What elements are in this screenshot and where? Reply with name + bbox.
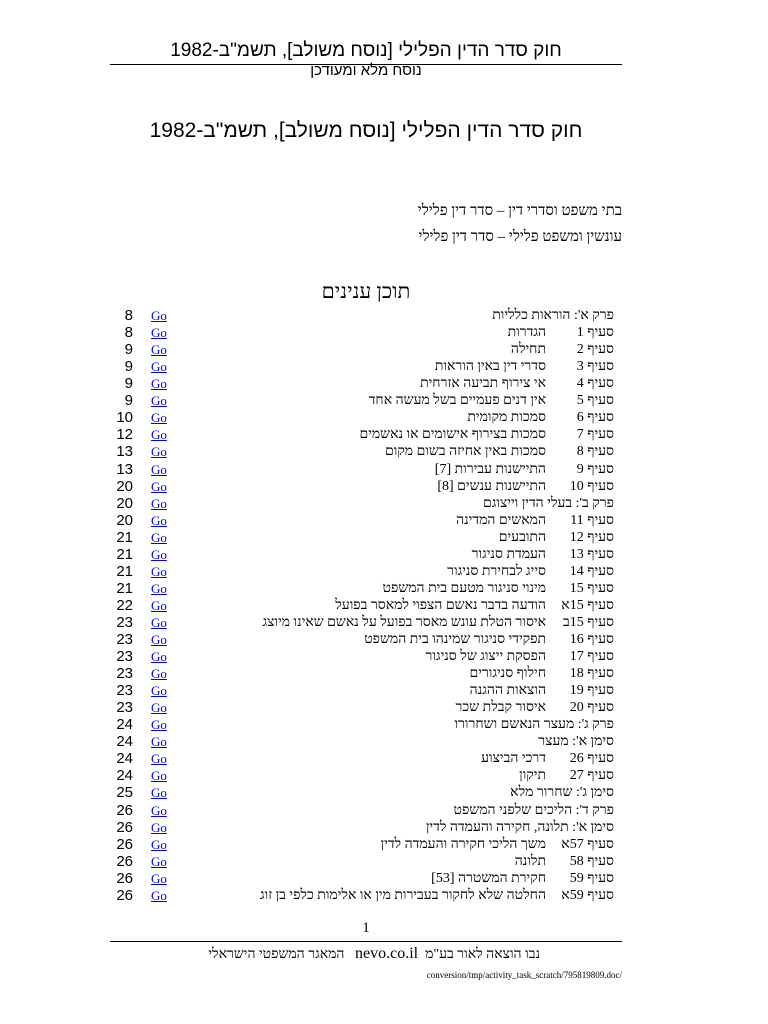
toc-page-number: 26 [116, 869, 133, 887]
toc-row [0, 495, 768, 512]
toc-page-number: 9 [124, 358, 133, 376]
toc-row [0, 546, 768, 563]
toc-entry-title: סימן א': מעצר [538, 734, 614, 750]
toc-section-label: סעיף 20 [569, 700, 614, 716]
toc-row [0, 580, 768, 597]
toc-row [0, 665, 768, 682]
toc-section-label: סעיף 19 [569, 683, 614, 699]
toc-page-number: 24 [116, 767, 133, 785]
toc-row [0, 443, 768, 460]
toc-row [0, 682, 768, 699]
toc-section-label: סעיף 15 [569, 580, 614, 596]
go-link[interactable]: Go [151, 580, 167, 596]
running-header-title: חוק סדר הדין הפלילי [נוסח משולב], תשמ"ב-1982 [170, 40, 562, 61]
go-link[interactable]: Go [151, 819, 167, 835]
toc-row [0, 802, 768, 819]
running-header-subtitle: נוסח מלא ומעודכן [310, 62, 422, 79]
toc-row [0, 733, 768, 750]
go-link[interactable]: Go [151, 785, 167, 801]
go-link[interactable]: Go [151, 376, 167, 392]
go-link[interactable]: Go [151, 853, 167, 869]
toc-entry-title: סמכות באין אחיזה בשום מקום [384, 444, 546, 460]
toc-entry-title: תלונה [514, 853, 546, 869]
toc-page-number: 23 [116, 682, 133, 700]
toc-row [0, 648, 768, 665]
toc-page-number: 20 [116, 494, 133, 512]
go-link[interactable]: Go [151, 325, 167, 341]
toc-section-label: סעיף 11 [570, 512, 614, 528]
toc-entry-title: הפסקת ייצוג של סניגור [425, 649, 546, 664]
go-link[interactable]: Go [151, 478, 167, 494]
toc-page-number: 9 [124, 341, 133, 359]
toc-entry-title: סימן ג': שחרור מלא [510, 785, 614, 801]
toc-page-number: 21 [116, 562, 133, 580]
footer-rule [110, 941, 622, 942]
toc-section-label: סעיף 59 [569, 870, 614, 886]
toc-row [0, 426, 768, 443]
toc-row [0, 870, 768, 887]
go-link[interactable]: Go [151, 802, 167, 818]
category-line: עונשין ומשפט פלילי – סדר דין פלילי [418, 229, 622, 245]
toc-section-label: סעיף 3 [576, 359, 614, 375]
document-title: חוק סדר הדין הפלילי [נוסח משולב], תשמ"ב-1982 [149, 119, 583, 142]
toc-row [0, 478, 768, 495]
toc-entry-title: פרק ד': הליכים שלפני המשפט [453, 802, 614, 818]
toc-entry-title: תפקידי סניגור שמינהו בית המשפט [364, 632, 546, 647]
toc-row [0, 716, 768, 733]
toc-section-label: סעיף 7 [576, 427, 614, 443]
toc-row [0, 750, 768, 767]
toc-row [0, 784, 768, 801]
toc-page-number: 24 [116, 733, 133, 751]
toc-section-label: סעיף 17 [569, 649, 614, 664]
file-path: conversion/tmp/activity_task_scratch/795819809.doc/ [426, 970, 622, 980]
toc-entry-title: אין דנים פעמיים בשל מעשה אחד [368, 393, 546, 409]
go-link[interactable]: Go [151, 461, 167, 477]
toc-row [0, 614, 768, 631]
toc-row [0, 597, 768, 614]
toc-row [0, 819, 768, 836]
toc-page-number: 9 [124, 392, 133, 410]
toc-entry-title: משך הליכי חקירה והעמדה לדין [380, 836, 546, 852]
toc-page-number: 12 [116, 426, 133, 444]
toc-entry-title: חקירת המשטרה [53] [431, 870, 546, 886]
toc-section-label: סעיף 15א [561, 597, 614, 613]
toc-entry-title: התיישנות ענשים [8] [437, 478, 546, 494]
toc-page-number: 23 [116, 699, 133, 717]
toc-section-label: סעיף 58 [569, 853, 614, 869]
toc-row [0, 853, 768, 870]
toc-entry-title: הוצאות ההגנה [469, 683, 546, 699]
toc-entry-title: אי צירוף תביעה אזרחית [420, 376, 546, 392]
toc-page-number: 23 [116, 648, 133, 665]
toc-section-label: סעיף 57א [561, 836, 614, 852]
toc-page-number: 26 [116, 852, 133, 870]
toc-page-number: 22 [116, 596, 133, 614]
toc-entry-title: פרק א': הוראות כלליות [492, 308, 614, 323]
toc-section-label: סעיף 1 [576, 325, 614, 341]
toc-section-label: סעיף 4 [576, 376, 614, 392]
go-link[interactable]: Go [151, 308, 167, 323]
toc-row [0, 631, 768, 648]
toc-page-number: 13 [116, 443, 133, 461]
go-link[interactable]: Go [151, 768, 167, 784]
toc-section-label: סעיף 26 [569, 751, 614, 767]
toc-row [0, 324, 768, 341]
toc-entry-title: התובעים [498, 529, 546, 545]
toc-row [0, 699, 768, 716]
toc-page-number: 20 [116, 511, 133, 529]
toc-section-label: סעיף 14 [569, 563, 614, 579]
toc-entry-title: דרכי הביצוע [481, 751, 546, 767]
go-link[interactable]: Go [151, 751, 167, 767]
toc-row [0, 409, 768, 426]
go-link[interactable]: Go [151, 666, 167, 681]
category-line: בתי משפט וסדרי דין – סדר דין פלילי [417, 203, 622, 219]
toc-entry-title: איסור הטלת עונש מאסר בפועל על נאשם שאינו מיוצג [262, 614, 546, 630]
go-link[interactable]: Go [151, 393, 167, 409]
toc-entry-title: הודעה בדבר נאשם הצפוי למאסר בפועל [335, 597, 546, 613]
footer-publisher [110, 945, 540, 963]
toc-section-label: סעיף 8 [576, 444, 614, 460]
site-link[interactable]: nevo.co.il [355, 945, 419, 962]
toc-page-number: 21 [116, 545, 133, 563]
toc-entry-title: סימן א': תלונה, חקירה והעמדה לדין [425, 819, 614, 835]
toc-section-label: סעיף 16 [569, 632, 614, 647]
toc-row [0, 563, 768, 580]
toc-row [0, 512, 768, 529]
toc-entry-title: הגדרות [507, 325, 546, 341]
toc-heading: תוכן ענינים [321, 279, 411, 303]
go-link[interactable]: Go [151, 614, 167, 630]
page-number: 1 [362, 920, 370, 936]
toc-entry-title: סמכות מקומית [467, 410, 546, 426]
go-link[interactable]: Go [151, 359, 167, 375]
go-link[interactable]: Go [151, 427, 167, 443]
toc-page-number: 23 [116, 613, 133, 631]
toc-entry-title: איסור קבלת שכר [455, 700, 546, 716]
toc-page-number: 26 [116, 818, 133, 836]
publisher-name: נבו הוצאה לאור בע"מ [425, 947, 540, 962]
go-link[interactable]: Go [151, 717, 167, 733]
go-link[interactable]: Go [151, 734, 167, 750]
toc-row [0, 341, 768, 358]
toc-entry-title: תיקון [519, 768, 546, 784]
go-link[interactable]: Go [151, 836, 167, 852]
toc-page-number: 8 [124, 324, 133, 342]
toc-page-number: 24 [116, 750, 133, 768]
go-link[interactable]: Go [151, 683, 167, 699]
toc-entry-title: המאשים המדינה [456, 512, 546, 528]
database-name: המאגר המשפטי הישראלי [208, 947, 345, 962]
toc-page-number: 26 [116, 886, 133, 904]
go-link[interactable]: Go [151, 870, 167, 886]
go-link[interactable]: Go [151, 342, 167, 358]
toc-section-label: סעיף 10 [569, 478, 614, 494]
toc-page-number: 21 [116, 579, 133, 597]
toc-entry-title: סדרי דין באין הוראות [434, 359, 546, 375]
go-link[interactable]: Go [151, 597, 167, 613]
go-link[interactable]: Go [151, 512, 167, 528]
toc-entry-title: תחילה [510, 342, 546, 358]
toc-row [0, 461, 768, 478]
toc-row [0, 836, 768, 853]
toc-section-label: סעיף 2 [576, 342, 614, 358]
toc-entry-title: מינוי סניגור מטעם בית המשפט [382, 580, 546, 596]
toc-section-label: סעיף 18 [569, 666, 614, 681]
toc-section-label: סעיף 27 [569, 768, 614, 784]
go-link[interactable]: Go [151, 444, 167, 460]
toc-row [0, 887, 768, 904]
toc-section-label: סעיף 59א [561, 887, 614, 903]
toc-page-number: 25 [116, 784, 133, 802]
toc-row [0, 392, 768, 409]
toc-row [0, 767, 768, 784]
toc-page-number: 20 [116, 477, 133, 495]
toc-page-number: 23 [116, 631, 133, 648]
toc-page-number: 8 [124, 307, 133, 324]
toc-section-label: סעיף 6 [576, 410, 614, 426]
toc-row [0, 307, 768, 324]
go-link[interactable]: Go [151, 563, 167, 579]
go-link[interactable]: Go [151, 546, 167, 562]
toc-row [0, 529, 768, 546]
toc-page-number: 10 [116, 409, 133, 427]
toc-page-number: 21 [116, 528, 133, 546]
toc-row [0, 358, 768, 375]
toc-page-number: 9 [124, 375, 133, 393]
toc-page-number: 13 [116, 460, 133, 478]
toc-entry-title: חילוף סניגורים [469, 666, 546, 681]
toc-page-number: 26 [116, 835, 133, 853]
toc-entry-title: העמדת סניגור [471, 546, 546, 562]
go-link[interactable]: Go [151, 632, 167, 647]
go-link[interactable]: Go [151, 887, 167, 903]
toc-page-number: 26 [116, 801, 133, 819]
toc-entry-title: התיישנות עבירות [7] [434, 461, 546, 477]
go-link[interactable]: Go [151, 410, 167, 426]
go-link[interactable]: Go [151, 649, 167, 664]
go-link[interactable]: Go [151, 495, 167, 511]
toc-section-label: סעיף 9 [576, 461, 614, 477]
toc-entry-title: סייג לבחירת סניגור [447, 563, 546, 579]
toc-entry-title: פרק ב': בעלי הדין וייצוגם [483, 495, 614, 511]
toc-section-label: סעיף 13 [569, 546, 614, 562]
toc-section-label: סעיף 15ב [562, 614, 614, 630]
toc-page-number: 24 [116, 716, 133, 734]
go-link[interactable]: Go [151, 529, 167, 545]
toc-entry-title: החלטה שלא לחקור בעבירות מין או אלימות כלפי בן זוג [259, 887, 546, 903]
toc-page-number: 23 [116, 665, 133, 682]
toc-section-label: סעיף 12 [569, 529, 614, 545]
toc-entry-title: סמכות בצירוף אישומים או נאשמים [359, 427, 546, 443]
toc-entry-title: פרק ג': מעצר הנאשם ושחרורו [454, 717, 614, 733]
toc-section-label: סעיף 5 [576, 393, 614, 409]
toc-row [0, 375, 768, 392]
go-link[interactable]: Go [151, 700, 167, 716]
